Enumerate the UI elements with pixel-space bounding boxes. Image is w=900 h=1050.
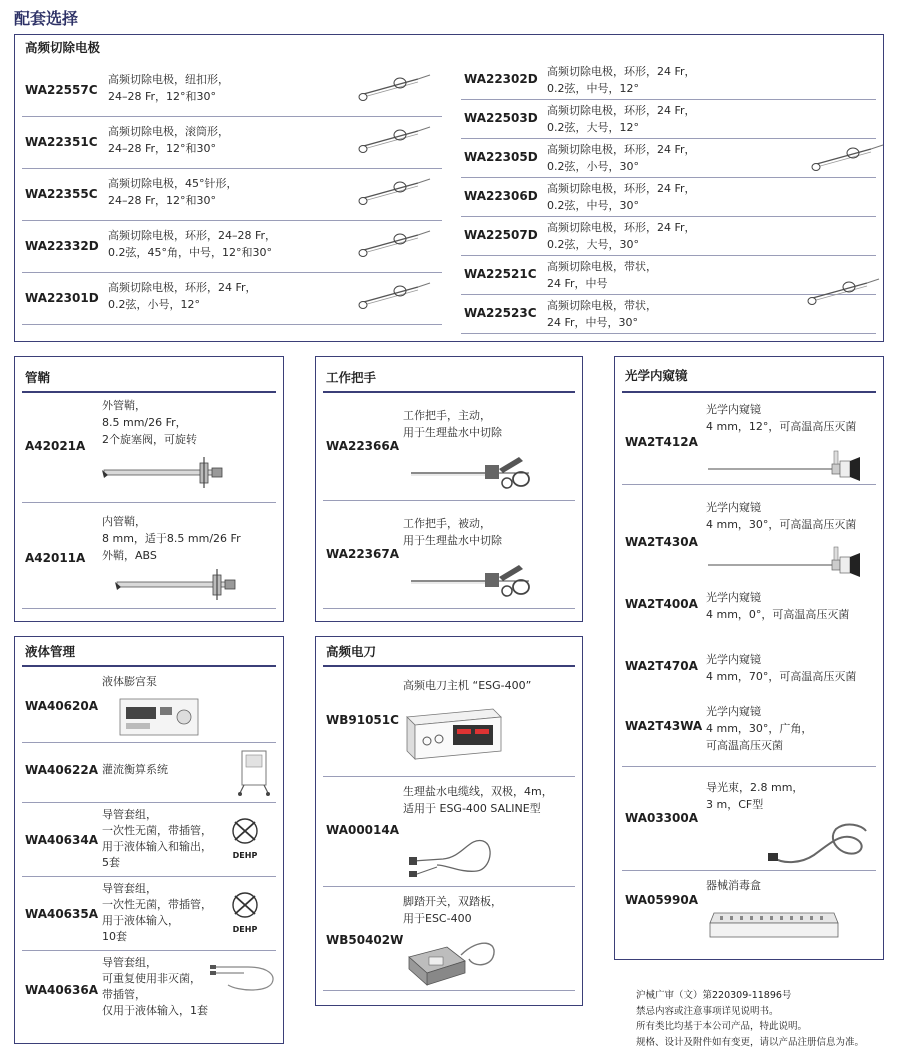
product-description: 高频切除电极，纽扣形， 24–28 Fr，12°和30° — [108, 73, 229, 103]
product-description: 灌流衡算系统 — [102, 763, 168, 776]
dehp-free-icon — [228, 891, 262, 934]
product-code: WB50402W — [326, 933, 404, 947]
working-handle-image — [407, 559, 537, 601]
electrode-row — [461, 61, 876, 100]
product-description: 光学内窥镜 4 mm，30°，广角， 可高温高压灭菌 — [706, 705, 813, 752]
product-code: WA40634A — [25, 833, 99, 847]
product-description: 外管鞘， 8.5 mm/26 Fr， 2个旋塞阀，可旋转 — [102, 399, 197, 446]
tubing-set-image — [208, 957, 280, 997]
product-code: WA22367A — [326, 547, 400, 561]
product-description: 光学内窥镜 4 mm，0°，可高温高压灭菌 — [706, 591, 850, 621]
working-handle-title: 工作把手 — [326, 370, 377, 385]
generator-row — [323, 667, 575, 777]
light-cable-image — [766, 817, 870, 869]
product-description: 高频切除电极，环形，24 Fr， 0.2弦，大号，30° — [547, 221, 696, 251]
product-description: 高频切除电极，环形，24–28 Fr， 0.2弦，45°角，中号，12°和30° — [108, 229, 277, 259]
product-description: 导管套组， 一次性无菌，带插管， 用于液体输入和输出， 5套 — [102, 808, 212, 869]
optical-scope-image — [704, 447, 864, 487]
electrode-row — [22, 221, 442, 273]
product-code: WA2T412A — [625, 435, 698, 449]
optics-row — [622, 871, 876, 951]
handle-row — [323, 393, 575, 501]
product-code: A42021A — [25, 439, 86, 453]
product-description: 工作把手，被动， 用于生理盐水中切除 — [403, 517, 502, 547]
fluid-row — [22, 951, 276, 1029]
sheath-panel — [14, 356, 284, 622]
product-code: WA22503D — [464, 111, 538, 125]
product-code: WA22305D — [464, 150, 538, 164]
product-code: WB91051C — [326, 713, 399, 727]
product-code: WA40620A — [25, 699, 99, 713]
product-description: 高频切除电极，带状， 24 Fr，中号，30° — [547, 299, 657, 329]
product-description: 光学内窥镜 4 mm，70°，可高温高压灭菌 — [706, 653, 857, 683]
working-handle-panel — [315, 356, 583, 622]
product-description: 高频切除电极，环形，24 Fr， 0.2弦，大号，12° — [547, 104, 696, 134]
electrode-row — [461, 178, 876, 217]
fluid-row — [22, 877, 276, 951]
electrode-row — [22, 65, 442, 117]
electrode-image — [356, 225, 436, 267]
product-code: WA22306D — [464, 189, 538, 203]
product-code: WA22521C — [464, 267, 537, 281]
product-code: WA2T470A — [625, 659, 698, 673]
product-code: WA22507D — [464, 228, 538, 242]
electrode-image — [809, 139, 889, 181]
product-code: WA2T400A — [625, 597, 698, 611]
optical-scope-image — [704, 543, 864, 583]
balance-system-image — [236, 749, 272, 797]
product-description: 高频切除电极，滚筒形， 24–28 Fr，12°和30° — [108, 125, 229, 155]
product-code: WA05990A — [625, 893, 699, 907]
product-description: 导光束，2.8 mm， 3 m，CF型 — [706, 781, 804, 811]
fluid-management-panel — [14, 636, 284, 1044]
optics-row — [622, 581, 876, 647]
electrode-row — [461, 217, 876, 256]
product-description: 生理盐水电缆线，双极，4m， 适用于 ESG-400 SALINE型 — [403, 785, 553, 815]
working-handle-image — [407, 451, 537, 493]
optics-row — [622, 485, 876, 581]
product-description: 高频切除电极，45°针形， 24–28 Fr，12°和30° — [108, 177, 238, 207]
fluid-management-title: 液体管理 — [25, 644, 76, 659]
optics-row — [622, 393, 876, 485]
footswitch-row — [323, 887, 575, 991]
esg-400-generator-image — [403, 703, 503, 761]
electrode-row — [22, 117, 442, 169]
optics-panel — [614, 356, 884, 960]
product-code: A42011A — [25, 551, 86, 565]
dehp-label: DEHP — [232, 851, 258, 860]
product-description: 高频切除电极，环形，24 Fr， 0.2弦，中号，12° — [547, 65, 696, 95]
product-code: WA22332D — [25, 239, 99, 253]
electrode-row — [22, 273, 442, 325]
product-description: 高频切除电极，环形，24 Fr， 0.2弦，中号，30° — [547, 182, 696, 212]
product-code: WA2T430A — [625, 535, 698, 549]
regulatory-footnote: 沪械广审（文）第220309-11896号 禁忌内容或注意事项详见说明书。 所有类比均基于本公司产品，特此说明。 规格、设计及附件如有变更，请以产品注册信息为准。 — [636, 990, 865, 1048]
electrode-image — [356, 277, 436, 319]
hf-generator-title: 高频电刀 — [326, 644, 377, 659]
product-code: WA40622A — [25, 763, 99, 777]
electrode-image — [805, 273, 885, 315]
sheath-row — [22, 503, 276, 609]
electrodes-panel — [14, 34, 884, 342]
optics-row — [622, 697, 876, 767]
page-title: 配套选择 — [14, 9, 79, 28]
product-description: 光学内窥镜 4 mm，30°，可高温高压灭菌 — [706, 501, 857, 531]
product-code: WA22523C — [464, 306, 537, 320]
product-description: 高频切除电极，环形，24 Fr， 0.2弦，小号，30° — [547, 143, 696, 173]
product-code: WA03300A — [625, 811, 699, 825]
fluid-row — [22, 667, 276, 743]
handle-row — [323, 501, 575, 609]
product-code: WA22557C — [25, 83, 98, 97]
product-code: WA22366A — [326, 439, 400, 453]
hf-generator-panel — [315, 636, 583, 1006]
product-description: 脚踏开关，双踏板， 用于ESC-400 — [403, 895, 502, 925]
optics-title: 光学内窥镜 — [625, 368, 688, 383]
product-description: 器械消毒盒 — [706, 879, 761, 892]
dehp-free-icon — [228, 817, 262, 860]
sheath-title: 管鞘 — [25, 370, 51, 385]
sterilization-tray-image — [704, 909, 844, 941]
footswitch-image — [403, 927, 503, 987]
optics-row — [622, 647, 876, 697]
cable-row — [323, 777, 575, 887]
fluid-row — [22, 743, 276, 803]
product-code: WA22301D — [25, 291, 99, 305]
product-description: 内管鞘， 8 mm，适于8.5 mm/26 Fr 外鞘，ABS — [102, 515, 241, 562]
product-code: WA22351C — [25, 135, 98, 149]
product-code: WA40635A — [25, 907, 99, 921]
sheath-row — [22, 393, 276, 503]
electrode-row — [461, 100, 876, 139]
product-description: 导管套组， 一次性无菌，带插管， 用于液体输入， 10套 — [102, 882, 212, 943]
product-description: 光学内窥镜 4 mm，12°，可高温高压灭菌 — [706, 403, 857, 433]
fluid-row — [22, 803, 276, 877]
product-description: 高频电刀主机 “ESG-400” — [403, 679, 532, 692]
sheath-image — [100, 455, 230, 491]
electrode-image — [356, 173, 436, 215]
pump-image — [118, 695, 200, 737]
product-code: WA00014A — [326, 823, 400, 837]
product-code: WA22302D — [464, 72, 538, 86]
product-code: WA22355C — [25, 187, 98, 201]
product-description: 高频切除电极，环形，24 Fr， 0.2弦，小号，12° — [108, 281, 257, 311]
electrode-image — [356, 121, 436, 163]
saline-cable-image — [407, 827, 497, 883]
product-code: WA2T43WA — [625, 719, 703, 733]
product-code: WA40636A — [25, 983, 99, 997]
sheath-image — [98, 567, 258, 603]
product-description: 液体膨宫泵 — [102, 675, 157, 688]
product-description: 高频切除电极，带状， 24 Fr，中号 — [547, 260, 657, 290]
optics-row — [622, 767, 876, 871]
electrode-row — [22, 169, 442, 221]
dehp-label: DEHP — [232, 925, 258, 934]
electrode-image — [356, 69, 436, 111]
product-description: 工作把手，主动， 用于生理盐水中切除 — [403, 409, 502, 439]
electrodes-title: 高频切除电极 — [25, 40, 101, 55]
product-description: 导管套组， 可重复使用非灭菌， 带插管， 仅用于液体输入，1套 — [102, 956, 208, 1017]
